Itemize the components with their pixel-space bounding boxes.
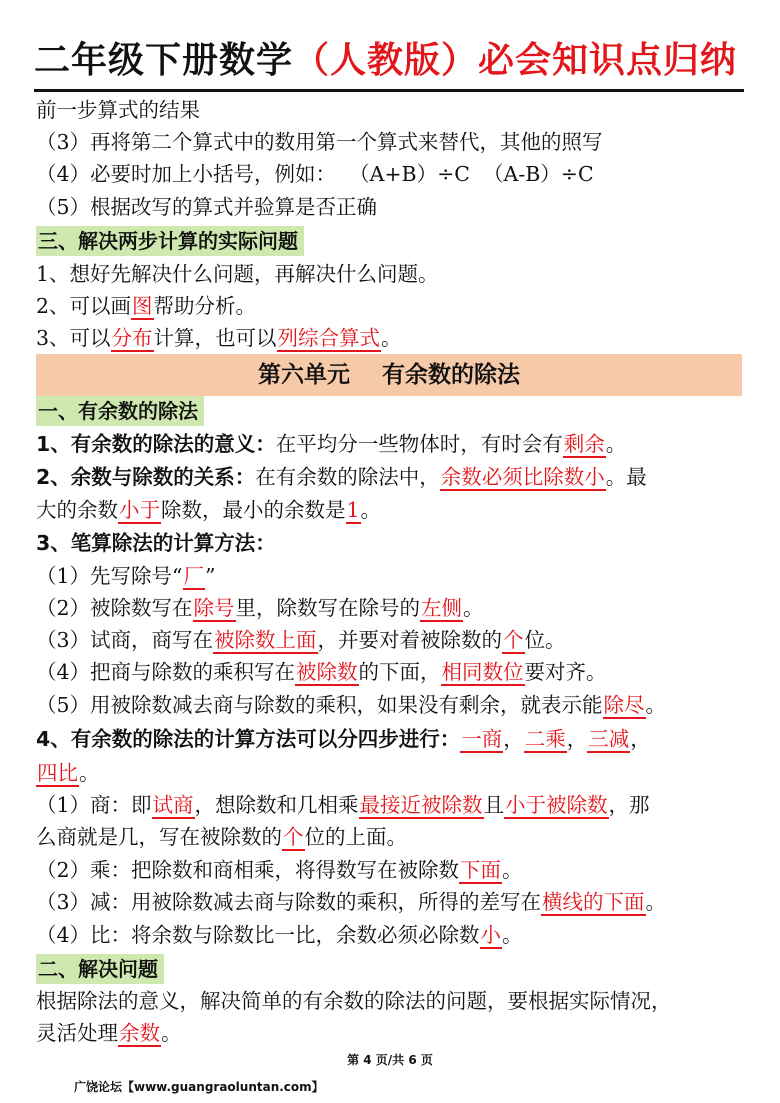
highlight: 被除数 (296, 660, 358, 684)
highlight: 个 (503, 628, 524, 652)
text-line: 4、有余数的除法的计算方法可以分四步进行：一商，二乘，三减， (36, 727, 651, 751)
text-line: 1、有余数的除法的意义：在平均分一些物体时，有时会有剩余。 (36, 432, 627, 456)
unit-title: 第六单元 有余数的除法 (36, 354, 742, 396)
highlight: 图 (132, 294, 153, 318)
highlight: 列综合算式 (277, 326, 381, 350)
text-line: 前一步算式的结果 (36, 98, 200, 122)
highlight: 个 (283, 825, 304, 849)
highlight: 小于被除数 (505, 793, 608, 817)
title-edition: （人教版） (293, 40, 479, 81)
highlight: 除尽 (603, 693, 645, 717)
section-heading: 二、解决问题 (36, 954, 164, 984)
text-line: 根据除法的意义，解决简单的有余数的除法的问题，要根据实际情况， (36, 989, 672, 1013)
text-line: 么商就是几，写在被除数的个位的上面。 (36, 825, 407, 849)
text-line: 1、想好先解决什么问题，再解决什么问题。 (36, 262, 439, 286)
highlight: 下面 (460, 858, 502, 882)
text-line: （1）商：即试商，想除数和几相乘最接近被除数且小于被除数，那 (36, 793, 650, 817)
text-line: （4）比：将余数与除数比一比，余数必须必除数小。 (36, 923, 523, 947)
title-suffix: 必会知识点归纳 (478, 40, 738, 81)
page-number: 第 4 页/共 6 页 (347, 1053, 433, 1067)
text-line: 大的余数小于除数，最小的余数是1。 (36, 498, 382, 522)
text-line: 灵活处理余数。 (36, 1021, 182, 1045)
highlight: 1 (346, 498, 360, 522)
highlight: 一商 (461, 727, 503, 751)
highlight: 被除数上面 (214, 628, 317, 652)
highlight: 厂 (183, 564, 205, 588)
highlight: 分布 (111, 326, 153, 350)
text-line: 3、笔算除法的计算方法： (36, 531, 276, 555)
highlight: 相同数位 (441, 660, 524, 684)
text-line: （2）被除数写在除号里，除数写在除号的左侧。 (36, 596, 484, 620)
text-line: （4）把商与除数的乘积写在被除数的下面，相同数位要对齐。 (36, 660, 607, 684)
section-heading: 三、解决两步计算的实际问题 (36, 226, 304, 256)
text-line: （3）试商，商写在被除数上面，并要对着被除数的个位。 (36, 628, 566, 652)
text-line: （5）用被除数减去商与除数的乘积，如果没有剩余，就表示能除尽。 (36, 693, 667, 717)
text-line: 2、可以画图帮助分析。 (36, 294, 257, 318)
section-heading: 一、有余数的除法 (36, 396, 204, 426)
title-main: 二年级下册数学 (34, 40, 294, 81)
text-line: （1）先写除号“厂” (36, 564, 216, 588)
text-line: 2、余数与除数的关系：在有余数的除法中，余数必须比除数小。最 (36, 465, 647, 489)
text-line: （4）必要时加上小括号，例如： （A+B）÷C （A-B）÷C (36, 162, 594, 186)
text-line: （3）减：用被除数减去商与除数的乘积，所得的差写在横线的下面。 (36, 890, 667, 914)
text-line: 四比。 (37, 761, 100, 785)
text-line: （3）再将第二个算式中的数用第一个算式来替代，其他的照写 (36, 130, 603, 154)
title-underline (34, 89, 744, 92)
highlight: 余数必须比除数小 (440, 465, 605, 489)
highlight: 小于 (119, 498, 160, 522)
highlight: 剩余 (563, 432, 605, 456)
text-line: （5）根据改写的算式并验算是否正确 (36, 195, 378, 219)
highlight: 余数 (119, 1021, 160, 1045)
text-line: 3、可以分布计算，也可以列综合算式。 (36, 326, 402, 350)
highlight: 左侧 (421, 596, 463, 620)
highlight: 小 (480, 923, 502, 947)
highlight: 最接近被除数 (359, 793, 483, 817)
highlight: 试商 (152, 793, 194, 817)
highlight: 三减 (588, 727, 630, 751)
highlight: 二乘 (524, 727, 566, 751)
highlight: 除号 (193, 596, 235, 620)
text-line: （2）乘：把除数和商相乘，将得数写在被除数下面。 (36, 858, 523, 882)
highlight: 横线的下面 (542, 890, 645, 914)
highlight: 四比 (37, 761, 78, 785)
document-title (34, 38, 737, 84)
footer-site: 广饶论坛【www.guangraoluntan.com】 (74, 1080, 324, 1094)
